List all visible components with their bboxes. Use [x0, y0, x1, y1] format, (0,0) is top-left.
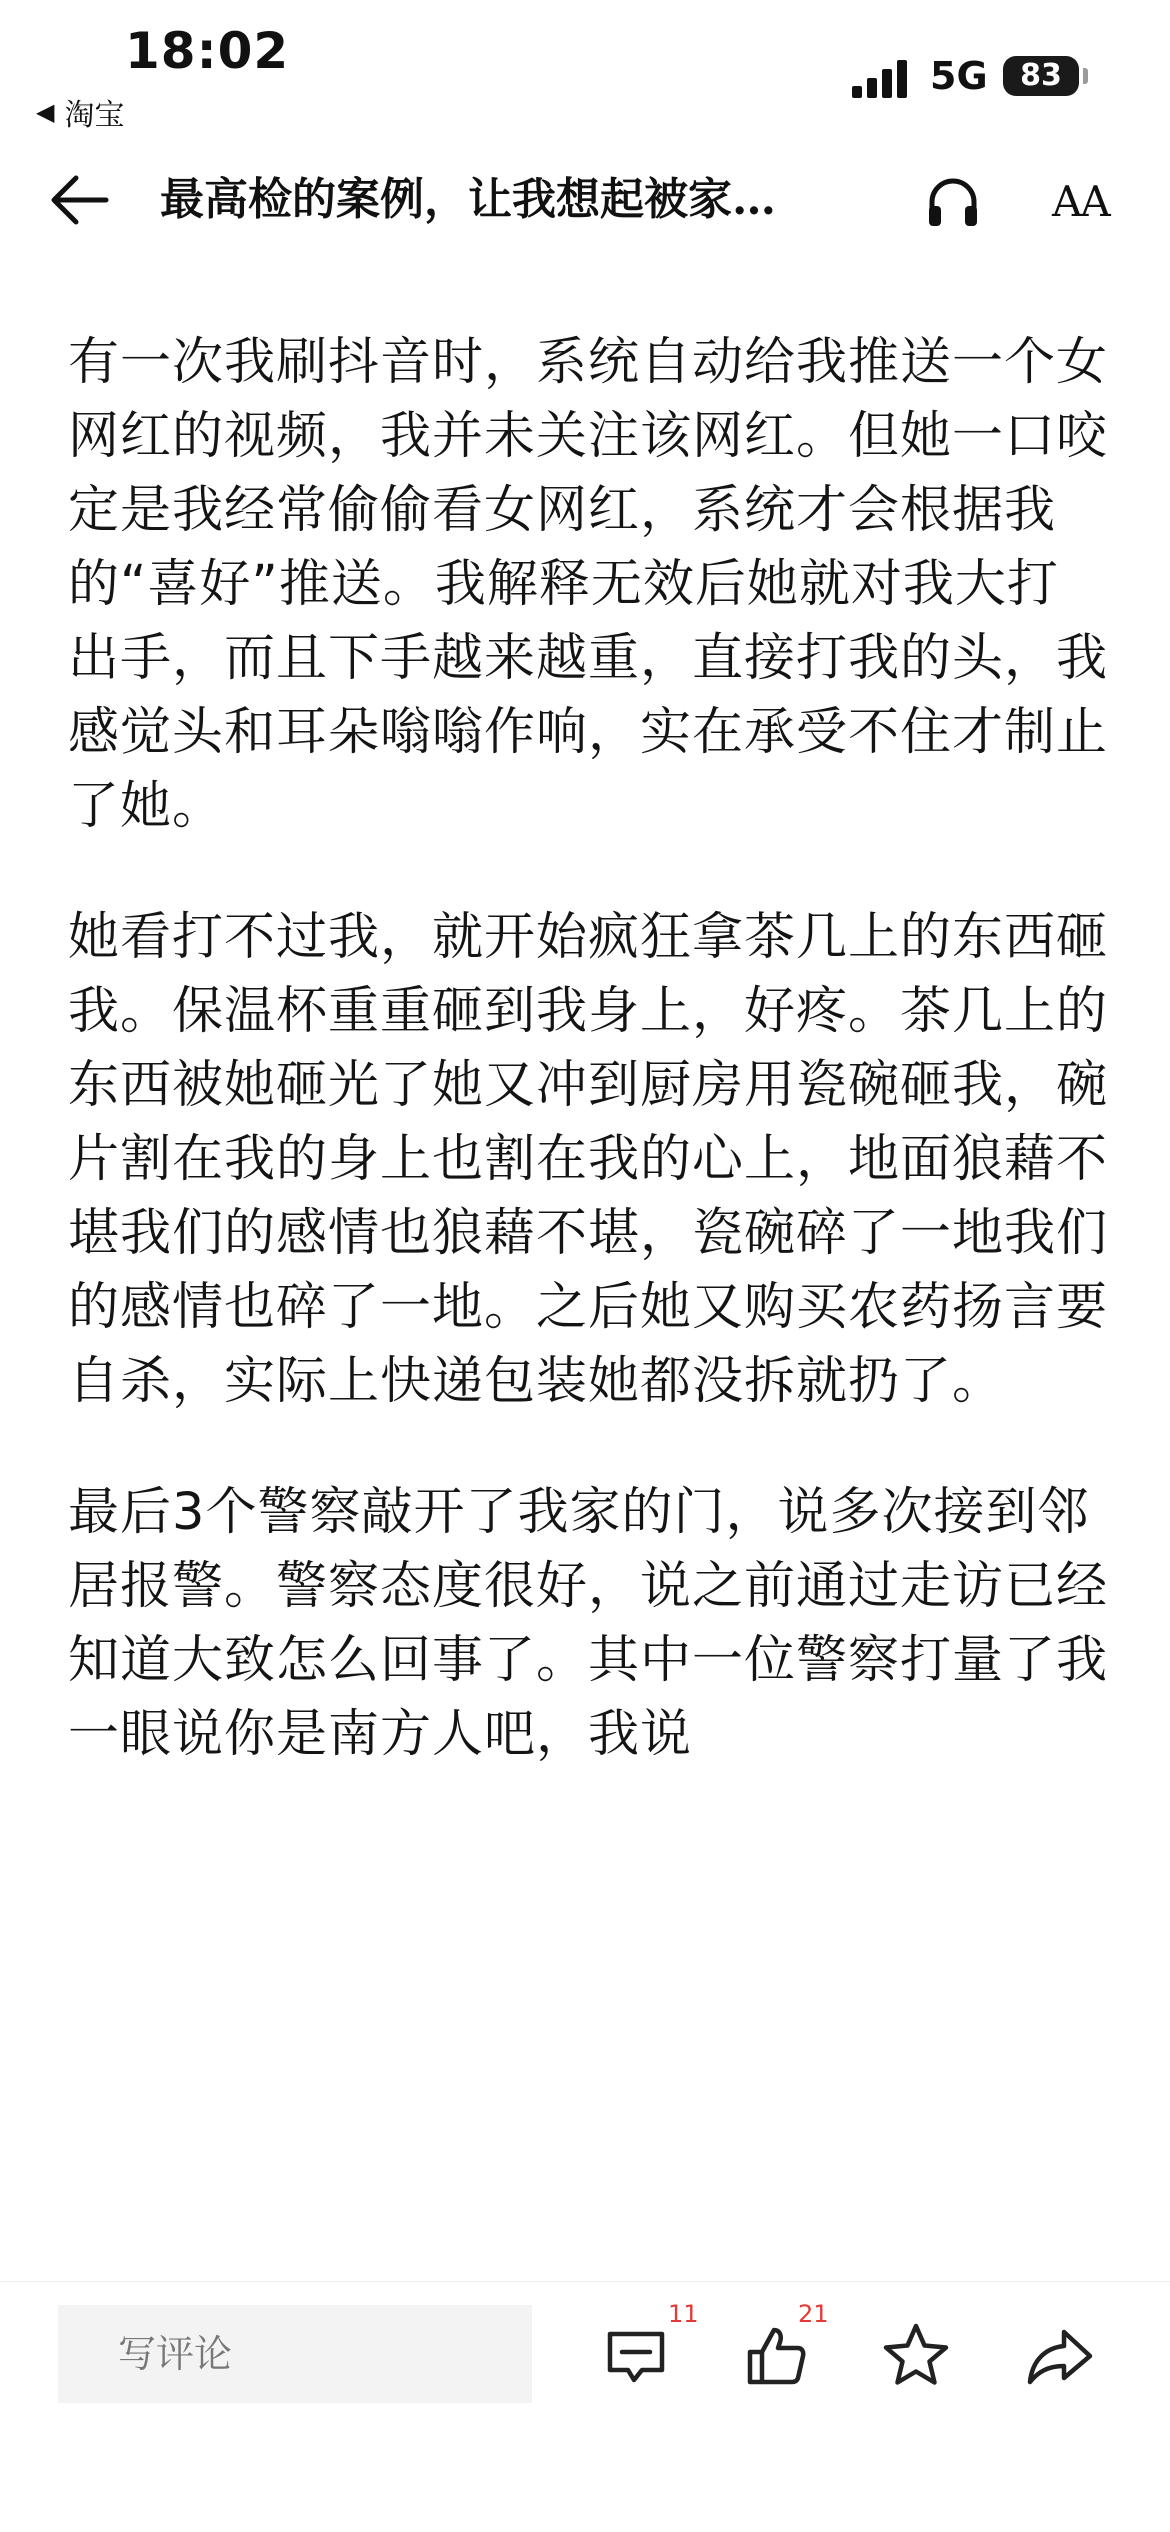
- back-arrow-icon[interactable]: [46, 170, 110, 230]
- nav-bar: [0, 150, 1170, 250]
- comment-input[interactable]: 写评论: [58, 2305, 532, 2403]
- back-to-app-link[interactable]: [36, 90, 124, 134]
- font-size-icon[interactable]: AA: [1052, 177, 1109, 226]
- battery-icon: 83: [1003, 56, 1079, 96]
- status-bar: [0, 0, 1170, 140]
- battery-tip: [1083, 68, 1088, 84]
- comment-count: 11: [668, 2300, 699, 2328]
- headphones-icon[interactable]: [924, 172, 982, 230]
- page-title: 最高检的案例，让我想起被家…: [160, 174, 776, 225]
- back-app-label: 淘宝: [64, 98, 125, 133]
- article-paragraph: 她看打不过我，就开始疯狂拿茶几上的东西砸我。保温杯重重砸到我身上，好疼。茶几上的东西被她砸光了她又冲到厨房用瓷碗砸我，碗片割在我的身上也割在我的心上，地面狼藉不堪我们的感情也狼藉不堪，瓷碗碎了一地我们的感情也碎了一地。之后她又购买农药扬言要自杀，实际上快递包装她都没拆就扔了。: [68, 908, 1108, 1411]
- bottom-action-bar: [0, 2281, 1170, 2532]
- article-paragraph: 最后3个警察敲开了我家的门，说多次接到邻居报警。警察态度很好，说之前通过走访已经知道大致怎么回事了。其中一位警察打量了我一眼说你是南方人吧，我说: [68, 1483, 1108, 1764]
- cellular-signal-icon: [852, 58, 908, 98]
- article-body: [68, 326, 1108, 2281]
- article-paragraph: 有一次我刷抖音时，系统自动给我推送一个女网红的视频，我并未关注该网红。但她一口咬定是我经常偷偷看女网红，系统才会根据我的“喜好”推送。我解释无效后她就对我大打出手，而且下手越来越重，直接打我的头，我感觉头和耳朵嗡嗡作响，实在承受不住才制止了她。: [68, 333, 1108, 836]
- comment-icon[interactable]: [600, 2320, 672, 2392]
- status-time: 18:02: [125, 22, 290, 80]
- network-type: 5G: [930, 54, 988, 98]
- share-icon[interactable]: [1024, 2320, 1096, 2392]
- like-count: 21: [798, 2300, 829, 2328]
- back-triangle-icon: ◀: [36, 98, 55, 126]
- thumbs-up-icon[interactable]: [740, 2320, 812, 2392]
- star-icon[interactable]: [880, 2320, 952, 2392]
